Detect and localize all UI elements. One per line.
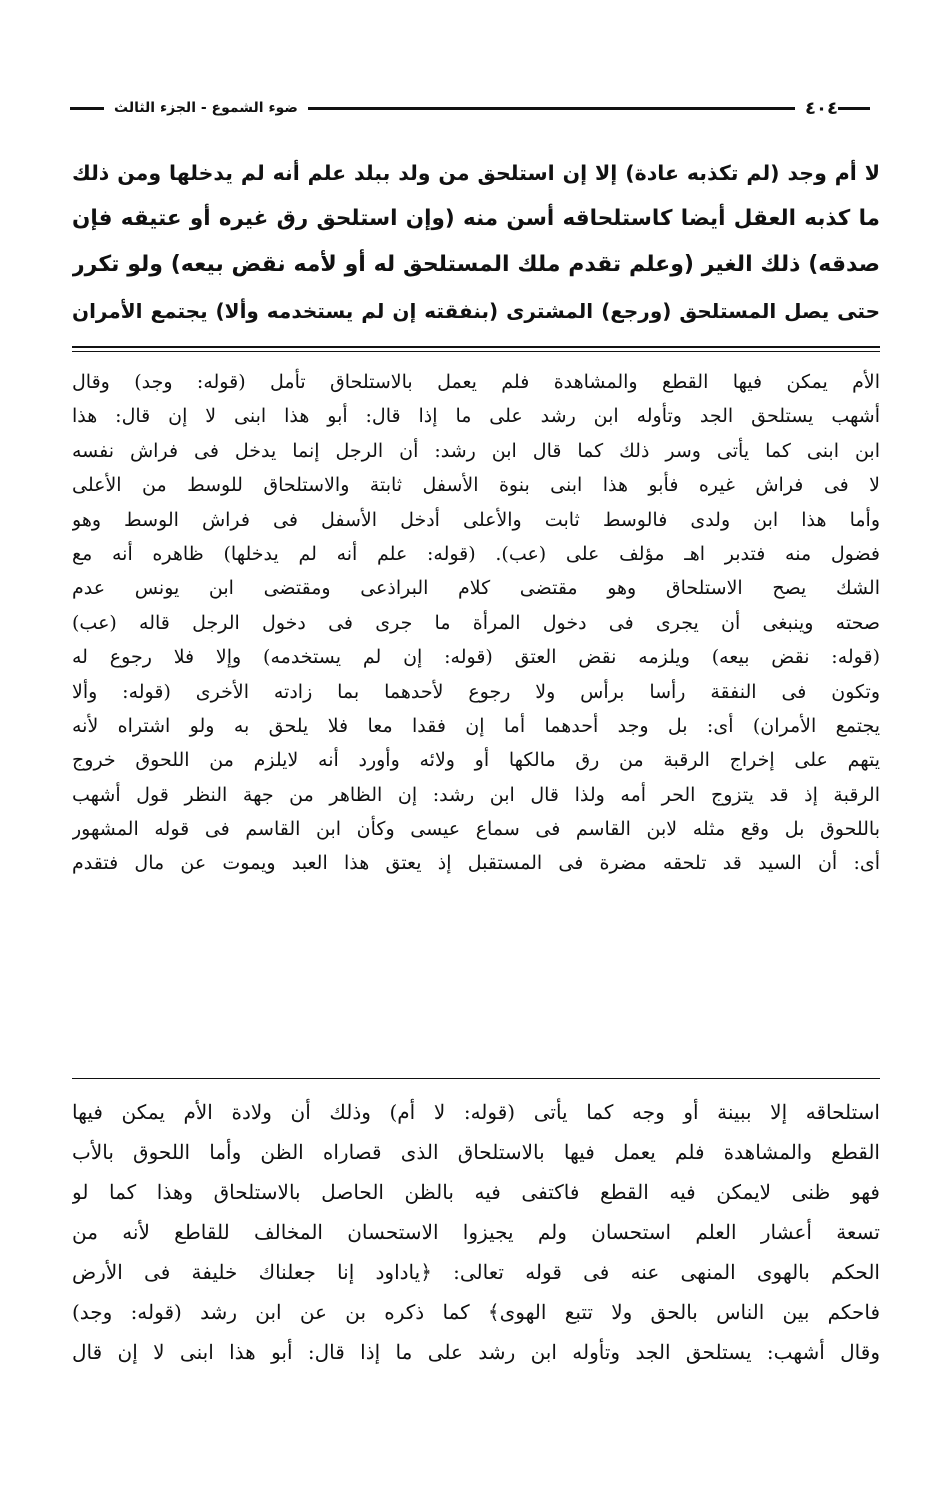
- running-header: [70, 95, 870, 121]
- sharh-line: وأما هذا ابن ولدى فالوسط ثابت والأعلى أدخل الأسفل فى فراش الوسط وهو: [72, 508, 880, 531]
- matn-line: صدقه) ذلك الغير (وعلم تقدم ملك المستلحق له أو لأمه نقض بيعه) ولو تكرر: [72, 252, 880, 277]
- matn-line: لا أم وجد (لم تكذبه عادة) إلا إن استلحق من ولد ببلد علم أنه لم يدخلها ومن ذلك: [72, 161, 880, 185]
- matn-line: حتى يصل المستلحق (ورجع) المشترى (بنفقته إن لم يستخدمه وألا) يجتمع الأمران: [72, 299, 880, 323]
- sharh-commentary: [72, 365, 880, 881]
- hashiya-line: فهو ظنى لايمكن فيه القطع فاكتفى فيه بالظن الحاصل بالاستلحاق وهذا كما لو: [72, 1180, 880, 1204]
- sharh-line: باللحوق بل وقع مثله لابن القاسم فى سماع عيسى وكأن ابن القاسم فى قوله المشهور: [72, 818, 880, 841]
- sharh-line: أشهب يستلحق الجد وتأوله ابن رشد على ما إذا قال: أبو هذا ابنى لا إن قال: هذا: [72, 405, 880, 428]
- page-number: ٤٠٤: [805, 97, 838, 119]
- header-rule-end: [70, 107, 104, 110]
- sharh-line: وتكون فى النفقة رأسا برأس ولا رجوع لأحدهما بما زادته الأخرى (قوله: وألا: [72, 680, 880, 703]
- sharh-line: ابن ابنى كما يأتى وسر ذلك كما قال ابن رشد: أن الرجل إنما يدخل فى فراش نفسه: [72, 439, 880, 462]
- sharh-line: (قوله: نقض بيعه) ويلزمه نقض العتق (قوله: إن لم يستخدمه) وإلا فلا رجوع له: [72, 646, 880, 669]
- header-rule-start: [838, 107, 870, 110]
- sharh-line: لا فى فراش غيره فأبو هذا ابنى بنوة الأسفل ثابتة والاستلحاق للوسط من الأعلى: [72, 474, 880, 497]
- section-divider-thin: [72, 351, 880, 352]
- sharh-line: يتهم على إخراج الرقبة من رق مالكها أو ولائه وأورد أنه لايلزم من اللحوق خروج: [72, 749, 880, 772]
- hashiya-footnotes: [72, 1092, 880, 1372]
- matn-text: [72, 150, 880, 334]
- sharh-line: الشك يصح الاستلحاق وهو مقتضى كلام البراذعى ومقتضى ابن يونس عدم: [72, 577, 880, 600]
- sharh-line: الرقبة إذ قد يتزوج الحر أمه ولذا قال ابن رشد: إن الظاهر من جهة النظر قول أشهب: [72, 783, 880, 806]
- footnote-divider: [72, 1078, 880, 1079]
- sharh-line: صحته وينبغى أن يجرى فى دخول المرأة ما جرى فى دخول الرجل قاله (عب): [72, 611, 880, 634]
- hashiya-line: وقال أشهب: يستلحق الجد وتأوله ابن رشد على ما إذا قال: أبو هذا ابنى لا إن قال: [72, 1340, 880, 1364]
- book-title: ضوء الشموع - الجزء الثالث: [114, 100, 298, 116]
- section-divider-thick: [72, 346, 880, 348]
- hashiya-line: فاحكم بين الناس بالحق ولا تتبع الهوى﴾ كما ذكره بن عن ابن رشد (قوله: وجد): [72, 1300, 880, 1324]
- header-rule-middle: [308, 107, 795, 110]
- hashiya-line: تسعة أعشار العلم استحسان ولم يجيزوا الاستحسان المخالف للقاطع لأنه من: [72, 1220, 880, 1244]
- sharh-line: فضول منه فتدبر اهـ مؤلف على (عب). (قوله: علم أنه لم يدخلها) ظاهره أنه مع: [72, 542, 880, 565]
- sharh-line: الأم يمكن فيها القطع والمشاهدة فلم يعمل بالاستلحاق تأمل (قوله: وجد) وقال: [72, 371, 880, 393]
- sharh-line: يجتمع الأمران) أى: بل وجد أحدهما أما إن فقدا معا فلا يلحق به ولو اشتراه لأنه: [72, 714, 880, 737]
- hashiya-line: استلحاقه إلا ببينة أو وجه كما يأتى (قوله: لا أم) وذلك أن ولادة الأم يمكن فيها: [72, 1100, 880, 1124]
- matn-line: ما كذبه العقل أيضا كاستلحاقه أسن منه (وإن استلحق رق غيره أو عتيقه فإن: [72, 206, 880, 231]
- sharh-line: أى: أن السيد قد تلحقه مضرة فى المستقبل إذ يعتق هذا العبد ويموت عن مال فتقدم: [72, 852, 880, 875]
- hashiya-line: القطع والمشاهدة فلم يعمل فيها بالاستلحاق الذى قصاراه الظن وأما اللحوق بالأب: [72, 1140, 880, 1164]
- hashiya-line: الحكم بالهوى المنهى عنه فى قوله تعالى: ﴿ياداود إنا جعلناك خليفة فى الأرض: [72, 1260, 880, 1284]
